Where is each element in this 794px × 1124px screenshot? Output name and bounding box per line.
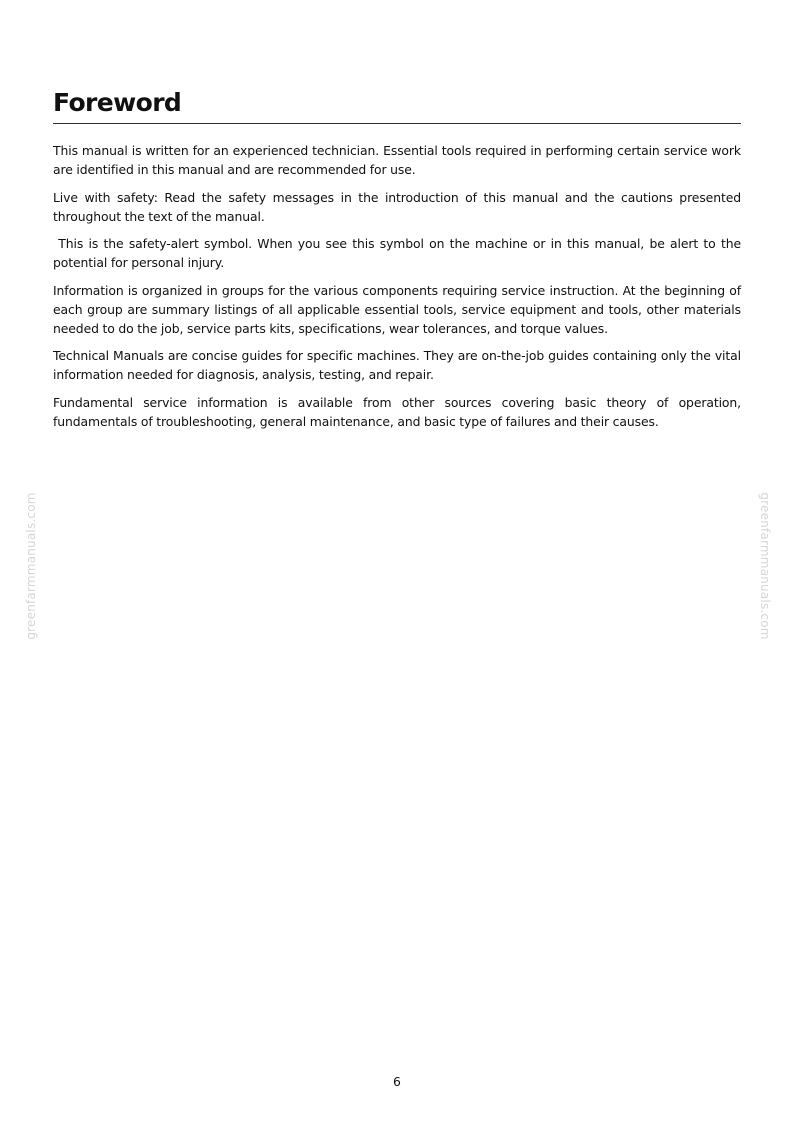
paragraph-technical-manuals: Technical Manuals are concise guides for specific machines. They are on-the-job guides containing only the vital information needed for diagnosis, analysis, testing, and repair. bbox=[53, 348, 741, 382]
paragraph-safety-alert-symbol: This is the safety-alert symbol. When you see this symbol on the machine or in this manual, be alert to the potential for personal injury. bbox=[53, 236, 745, 270]
page-number: 6 bbox=[393, 1074, 401, 1089]
watermark-left: greenfarmmanuals.com bbox=[24, 492, 38, 640]
watermark-right: greenfarmmanuals.com bbox=[758, 492, 772, 640]
page-title: Foreword bbox=[53, 88, 182, 117]
title-underline bbox=[53, 123, 741, 124]
paragraph-organization: Information is organized in groups for the various components requiring service instruction. At the beginning of each group are summary listings of all applicable essential tools, service equipment and tools, other materials needed to do the job, service parts kits, specifications, wear tolerances, and torque values. bbox=[53, 282, 741, 336]
page-content bbox=[53, 84, 745, 439]
paragraph-live-with-safety: Live with safety: Read the safety messages in the introduction of this manual and the cautions presented throughout the text of the manual. bbox=[53, 189, 741, 224]
paragraph-intro: This manual is written for an experienced technician. Essential tools required in performing certain service work are identified in this manual and are recommended for use. bbox=[53, 143, 741, 177]
paragraph-fundamental-service: Fundamental service information is available from other sources covering basic theory of operation, fundamentals of troubleshooting, general maintenance, and basic type of failures and their causes. bbox=[53, 394, 741, 429]
